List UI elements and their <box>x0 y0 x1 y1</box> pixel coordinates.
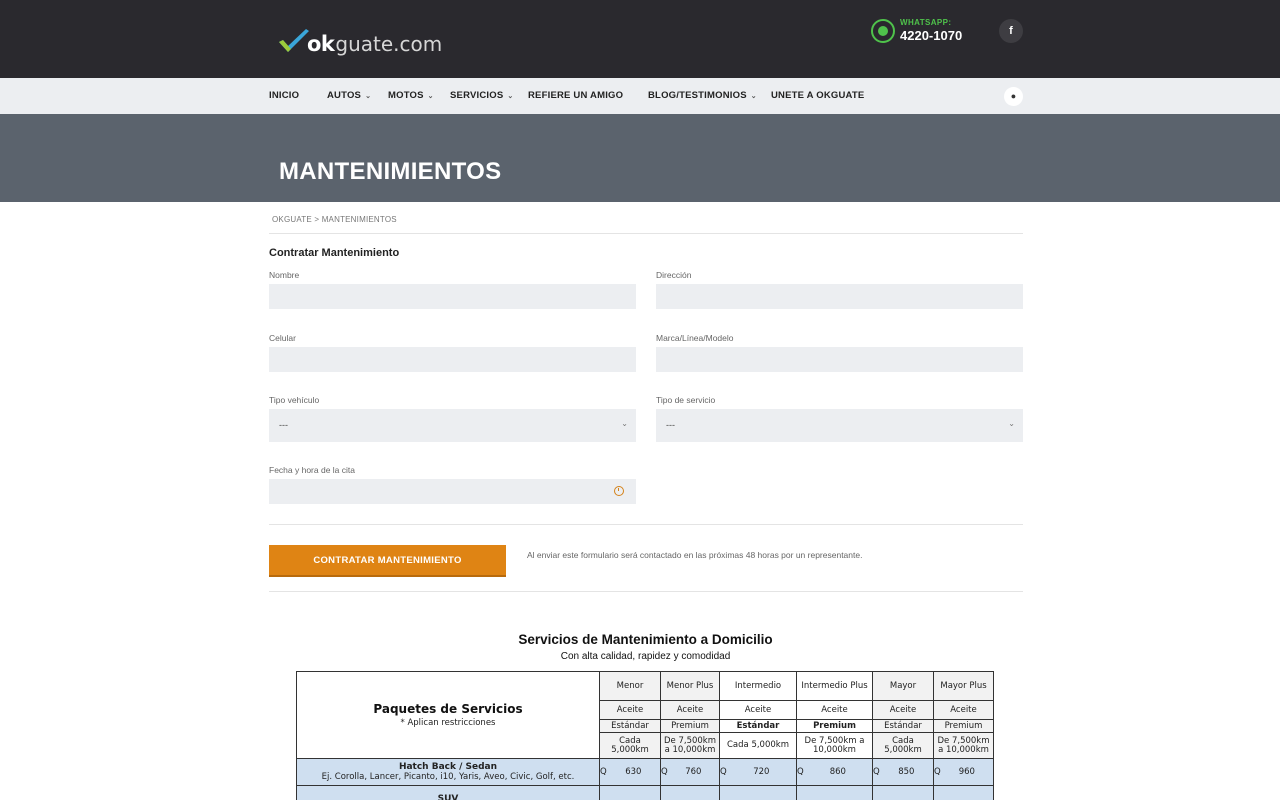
table-row <box>297 759 994 786</box>
divider <box>269 591 1023 592</box>
breadcrumb-current: MANTENIMIENTOS <box>321 215 397 224</box>
column-grade: Estándar <box>600 720 661 733</box>
column-interval: De 7,500km a 10,000km <box>661 733 720 759</box>
whatsapp-number: 4220-1070 <box>900 28 963 43</box>
row-category-examples: Ej. Corolla, Lancer, Picanto, i10, Yaris, Aveo, Civic, Golf, etc. <box>321 772 575 782</box>
tipo-vehiculo-select[interactable] <box>269 409 636 442</box>
currency-symbol: Q <box>934 767 941 777</box>
chevron-down-icon: ⌄ <box>507 93 514 100</box>
form-note: Al enviar este formulario será contactado en las próximas 48 horas por un representante. <box>527 550 863 560</box>
price-value: 760 <box>685 767 702 777</box>
price-value: 860 <box>829 767 846 777</box>
celular-label: Celular <box>269 333 296 343</box>
nav-item-blog[interactable]: BLOG/TESTIMONIOS ⌄ <box>648 90 757 101</box>
chevron-down-icon: ⌄ <box>1008 419 1015 428</box>
column-interval: Cada 5,000km <box>873 733 934 759</box>
price-cell <box>720 759 797 786</box>
direccion-label: Dirección <box>656 270 692 280</box>
row-category <box>297 759 600 786</box>
chevron-down-icon: ⌄ <box>621 419 628 428</box>
packages-header <box>297 672 600 759</box>
column-grade: Premium <box>797 720 873 733</box>
column-oil: Aceite <box>797 701 873 720</box>
divider <box>269 524 1023 525</box>
site-logo[interactable] <box>277 24 442 56</box>
price-cell <box>797 759 873 786</box>
column-interval: Cada 5,000km <box>600 733 661 759</box>
tipo-servicio-select[interactable] <box>656 409 1023 442</box>
nombre-input[interactable] <box>269 284 636 309</box>
direccion-input[interactable] <box>656 284 1023 309</box>
tipo-servicio-label: Tipo de servicio <box>656 395 716 405</box>
nav-item-autos[interactable]: AUTOS ⌄ <box>327 90 372 101</box>
column-oil: Aceite <box>661 701 720 720</box>
nombre-label: Nombre <box>269 270 300 280</box>
form-title: Contratar Mantenimiento <box>269 247 400 259</box>
tipo-servicio-value: --- <box>666 420 675 430</box>
whatsapp-icon <box>871 19 895 43</box>
chevron-down-icon: ⌄ <box>427 93 434 100</box>
price-cell <box>600 759 661 786</box>
logo-domain-text: guate.com <box>335 32 443 56</box>
top-header <box>0 0 1280 78</box>
price-cell <box>873 759 934 786</box>
column-grade: Estándar <box>720 720 797 733</box>
column-grade: Premium <box>934 720 994 733</box>
packages-title: Paquetes de Servicios <box>373 702 523 716</box>
divider <box>269 233 1023 234</box>
nav-item-refiere[interactable]: REFIERE UN AMIGO <box>528 90 624 101</box>
column-oil: Aceite <box>934 701 994 720</box>
column-oil: Aceite <box>600 701 661 720</box>
price-cell <box>661 759 720 786</box>
price-cell <box>661 786 720 800</box>
column-oil: Aceite <box>873 701 934 720</box>
user-icon[interactable]: ● <box>1004 87 1023 106</box>
price-value: 630 <box>625 767 642 777</box>
chevron-down-icon: ⌄ <box>365 93 372 100</box>
price-value: 850 <box>898 767 915 777</box>
column-interval: Cada 5,000km <box>720 733 797 759</box>
price-cell <box>934 786 994 800</box>
price-value: 720 <box>753 767 770 777</box>
currency-symbol: Q <box>600 767 607 777</box>
column-name: Mayor <box>873 672 934 701</box>
price-cell <box>873 786 934 800</box>
breadcrumb-home[interactable]: OKGUATE <box>272 215 312 224</box>
breadcrumb <box>272 215 397 224</box>
column-interval: De 7,500km a 10,000km <box>934 733 994 759</box>
price-table <box>296 671 994 800</box>
currency-symbol: Q <box>661 767 668 777</box>
row-category <box>297 786 600 800</box>
nav-item-motos[interactable]: MOTOS ⌄ <box>388 90 434 101</box>
breadcrumb-separator: > <box>314 215 320 224</box>
clock-icon[interactable] <box>614 486 624 496</box>
checkmark-icon <box>277 28 311 56</box>
main-nav <box>0 78 1280 114</box>
column-grade: Premium <box>661 720 720 733</box>
fecha-input[interactable] <box>269 479 636 504</box>
price-cell <box>797 786 873 800</box>
column-grade: Estándar <box>873 720 934 733</box>
column-interval: De 7,500km a 10,000km <box>797 733 873 759</box>
contratar-mantenimiento-button[interactable]: CONTRATAR MANTENIMIENTO <box>269 545 506 577</box>
nav-item-servicios[interactable]: SERVICIOS ⌄ <box>450 90 514 101</box>
chevron-down-icon: ⌄ <box>750 93 757 100</box>
currency-symbol: Q <box>720 767 727 777</box>
logo-ok-text: ok <box>307 32 335 56</box>
column-name: Menor Plus <box>661 672 720 701</box>
nav-item-unete[interactable]: UNETE A OKGUATE <box>771 90 865 101</box>
column-oil: Aceite <box>720 701 797 720</box>
tipo-vehiculo-value: --- <box>279 420 288 430</box>
page-title: MANTENIMIENTOS <box>279 158 502 185</box>
column-name: Intermedio <box>720 672 797 701</box>
price-value: 960 <box>958 767 975 777</box>
currency-symbol: Q <box>873 767 880 777</box>
tipo-vehiculo-label: Tipo vehículo <box>269 395 320 405</box>
price-cell <box>934 759 994 786</box>
whatsapp-contact[interactable] <box>871 18 962 43</box>
column-name: Intermedio Plus <box>797 672 873 701</box>
nav-item-inicio[interactable]: INICIO <box>269 90 300 101</box>
whatsapp-label: WHATSAPP: <box>900 18 952 27</box>
prices-title: Servicios de Mantenimiento a Domicilio <box>518 632 773 647</box>
page-hero <box>0 114 1280 202</box>
price-cell <box>600 786 661 800</box>
celular-input[interactable] <box>269 347 636 372</box>
marca-input[interactable] <box>656 347 1023 372</box>
currency-symbol: Q <box>797 767 804 777</box>
row-category-name: Hatch Back / Sedan <box>398 762 498 772</box>
fecha-label: Fecha y hora de la cita <box>269 465 355 475</box>
marca-label: Marca/Línea/Modelo <box>656 333 734 343</box>
facebook-icon[interactable]: f <box>999 19 1023 43</box>
column-name: Menor <box>600 672 661 701</box>
price-cell <box>720 786 797 800</box>
table-row <box>297 786 994 800</box>
prices-subtitle: Con alta calidad, rapidez y comodidad <box>560 651 731 662</box>
packages-note: * Aplican restricciones <box>400 718 496 728</box>
column-name: Mayor Plus <box>934 672 994 701</box>
row-category-name: SUV <box>437 794 459 800</box>
